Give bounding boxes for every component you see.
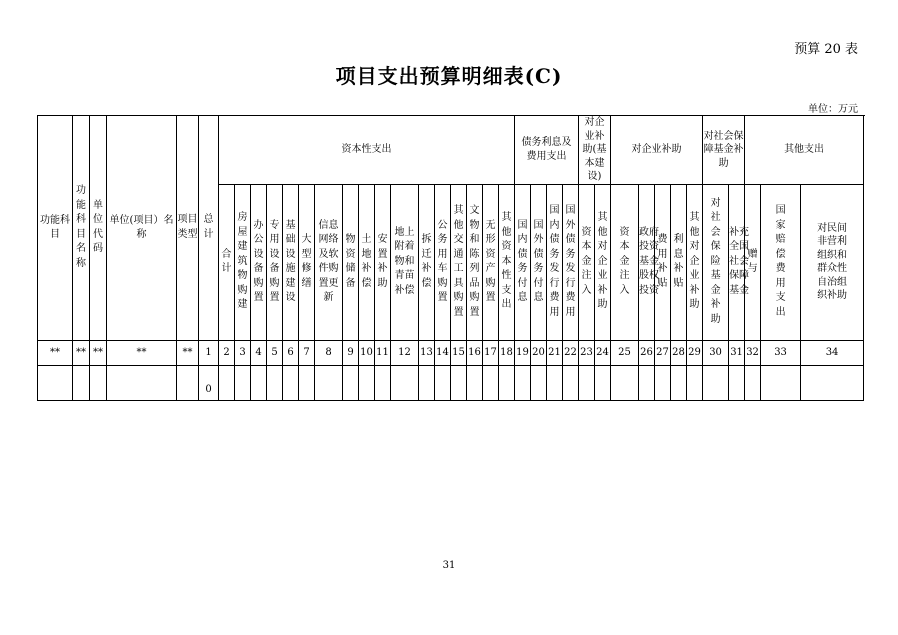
col-domestic-debt-interest: 国内债务付息 [515, 184, 531, 340]
col-other-enterprise: 其他对企业补助 [687, 184, 703, 340]
col-special-equipment: 专用设备购置 [267, 184, 283, 340]
index-cell: 2 [219, 340, 235, 365]
col-capital-injection-basic: 资本金注入 [579, 184, 595, 340]
col-total: 总计 [199, 116, 219, 341]
index-cell: 9 [343, 340, 359, 365]
col-expense-subsidy: 费用补贴 [655, 184, 671, 340]
index-cell: 31 [729, 340, 745, 365]
page-title: 项目支出预算明细表(C) [335, 64, 563, 88]
col-official-vehicle: 公务用车购置 [435, 184, 451, 340]
data-cell [73, 365, 90, 400]
col-subtotal: 合计 [219, 184, 235, 340]
col-func-subject-name: 功能科目名称 [73, 116, 90, 341]
col-land-compensation: 土地补偿 [359, 184, 375, 340]
index-cell: ** [107, 340, 177, 365]
index-cell: 28 [671, 340, 687, 365]
index-cell: 17 [483, 340, 499, 365]
index-cell: 1 [199, 340, 219, 365]
col-domestic-debt-fee: 国内债务发行费用 [547, 184, 563, 340]
index-cell: 20 [531, 340, 547, 365]
group-social-security-subsidy: 对社会保障基金补助 [703, 116, 745, 185]
data-cell-total: 0 [199, 365, 219, 400]
data-row [38, 365, 864, 400]
index-cell: 5 [267, 340, 283, 365]
index-row [38, 340, 864, 365]
col-resettlement-subsidy: 安置补助 [375, 184, 391, 340]
index-cell: 7 [299, 340, 315, 365]
col-foreign-debt-interest: 国外债务付息 [531, 184, 547, 340]
group-other: 其他支出 [745, 116, 864, 185]
data-cell [177, 365, 199, 400]
col-other-enterprise-basic: 其他对企业补助 [595, 184, 611, 340]
col-major-repair: 大型修缮 [299, 184, 315, 340]
col-unit-project-name: 单位(项目）名称 [107, 116, 177, 341]
col-gifts: 赠与 [745, 184, 761, 340]
col-capital-injection: 资本金注入 [611, 184, 639, 340]
index-cell: 27 [655, 340, 671, 365]
data-cell [90, 365, 107, 400]
index-cell: 24 [595, 340, 611, 365]
col-social-security-fund: 对社会保险基金补助 [703, 184, 729, 340]
col-other-capital: 其他资本性支出 [499, 184, 515, 340]
col-material-reserve: 物资储备 [343, 184, 359, 340]
index-cell: 33 [761, 340, 801, 365]
col-npo-subsidy: 对民间非营利组织和群众性自治组织补助 [801, 184, 864, 340]
col-demolition-compensation: 拆迁补偿 [419, 184, 435, 340]
unit-label: 单位：万元 [808, 104, 858, 115]
col-other-transport: 其他交通工具购置 [451, 184, 467, 340]
index-cell: 29 [687, 340, 703, 365]
index-cell: 4 [251, 340, 267, 365]
col-func-subject: 功能科目 [38, 116, 73, 341]
col-foreign-debt-fee: 国外债务发行费用 [563, 184, 579, 340]
col-interest-subsidy: 利息补贴 [671, 184, 687, 340]
index-cell: 22 [563, 340, 579, 365]
index-cell: 14 [435, 340, 451, 365]
index-cell: 12 [391, 340, 419, 365]
index-cell: 23 [579, 340, 595, 365]
index-cell: 15 [451, 340, 467, 365]
budget-table [37, 115, 864, 401]
col-it-software: 信息网络及软件购置更新 [315, 184, 343, 340]
group-enterprise-subsidy-basic: 对企业补助(基本建设) [579, 116, 611, 185]
col-gov-investment-fund: 政府投资基金股权投资 [639, 184, 655, 340]
index-cell: 16 [467, 340, 483, 365]
index-cell: 21 [547, 340, 563, 365]
index-cell: ** [177, 340, 199, 365]
index-cell: 8 [315, 340, 343, 365]
col-infrastructure: 基础设施建设 [283, 184, 299, 340]
index-cell: 11 [375, 340, 391, 365]
form-number: 预算 20 表 [794, 42, 858, 57]
group-debt: 债务利息及费用支出 [515, 116, 579, 185]
index-cell: 10 [359, 340, 375, 365]
col-state-compensation: 国家赔偿费用支出 [761, 184, 801, 340]
data-cell [38, 365, 73, 400]
col-cultural-relics: 文物和陈列品购置 [467, 184, 483, 340]
col-project-type: 项目类型 [177, 116, 199, 341]
index-cell: 30 [703, 340, 729, 365]
index-cell: 25 [611, 340, 639, 365]
index-cell: 19 [515, 340, 531, 365]
col-intangible-assets: 无形资产购置 [483, 184, 499, 340]
index-cell: 13 [419, 340, 435, 365]
col-attachment-compensation: 地上附着物和青苗补偿 [391, 184, 419, 340]
index-cell: ** [73, 340, 90, 365]
index-cell: 18 [499, 340, 515, 365]
index-cell: 32 [745, 340, 761, 365]
col-national-ss-fund: 补充全国社会保障基金 [729, 184, 745, 340]
index-cell: ** [38, 340, 73, 365]
col-building-purchase: 房屋建筑物购建 [235, 184, 251, 340]
group-capital: 资本性支出 [219, 116, 515, 185]
data-cell [107, 365, 177, 400]
index-cell: 6 [283, 340, 299, 365]
index-cell: 26 [639, 340, 655, 365]
col-unit-code: 单位代码 [90, 116, 107, 341]
page-number: 31 [442, 560, 456, 571]
index-cell: ** [90, 340, 107, 365]
index-cell: 34 [801, 340, 864, 365]
index-cell: 3 [235, 340, 251, 365]
group-enterprise-subsidy: 对企业补助 [611, 116, 703, 185]
col-office-equipment: 办公设备购置 [251, 184, 267, 340]
